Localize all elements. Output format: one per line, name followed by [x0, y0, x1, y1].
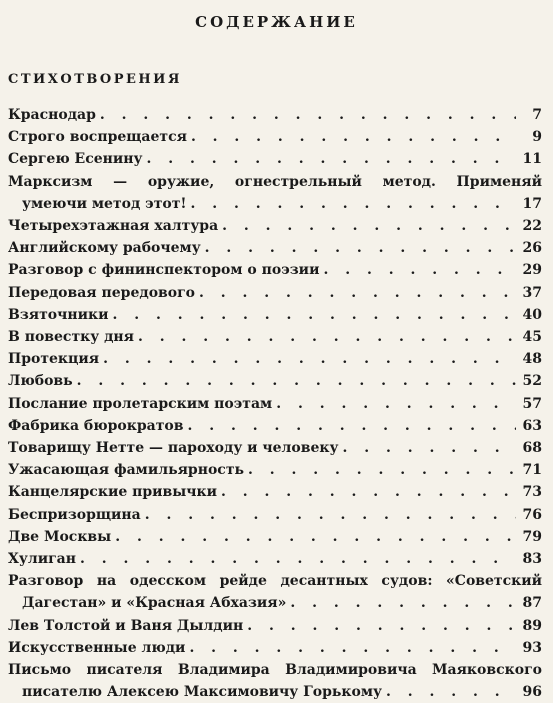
toc-entry-title: Краснодар: [8, 107, 96, 123]
toc-entry: [8, 393, 542, 415]
toc-entry: [8, 481, 542, 503]
toc-entry-page: 29: [522, 262, 542, 279]
toc-entry: [8, 304, 542, 326]
toc-entry-title: Взяточники: [8, 306, 109, 323]
dot-leader: [77, 370, 516, 392]
toc-entry-title: Строго воспрещается: [8, 129, 187, 146]
toc-entry-page: 89: [522, 617, 542, 634]
dot-leader: [115, 526, 516, 548]
toc-entry-page: 63: [522, 417, 542, 434]
toc-entry: [8, 526, 542, 548]
toc-entry-page: 52: [522, 373, 542, 390]
toc-entry-title-line2: Дагестан» и «Красная Абхазия»: [22, 595, 287, 612]
toc-entry-title: Лев Толстой и Ваня Дылдин: [8, 617, 244, 634]
toc-entry-page: 22: [522, 218, 542, 235]
toc-entry-page: 96: [522, 684, 542, 701]
toc-entry-page: 7: [532, 107, 542, 123]
toc-entry: [8, 637, 542, 659]
dot-leader: [103, 348, 516, 370]
toc-entry: [8, 282, 542, 304]
toc-entry: [8, 659, 542, 703]
toc-entry: [8, 348, 542, 370]
toc-entry-title-line2: умеючи метод этот!: [22, 195, 187, 212]
toc-entry: [8, 570, 542, 614]
dot-leader: [290, 592, 516, 614]
toc-entry: [8, 148, 542, 170]
toc-entry-title-line1: Письмо писателя Владимира Владимировича Маяковского: [8, 662, 542, 679]
toc-entry-page: 17: [522, 195, 542, 212]
toc-entry-page: 73: [522, 484, 542, 501]
toc-entry-page: 26: [522, 240, 542, 257]
toc-entry: [8, 126, 542, 148]
toc-entry-title: Две Москвы: [8, 528, 112, 545]
dot-leader: [222, 215, 516, 237]
toc-entry-page: 68: [522, 440, 542, 457]
toc-entry-title: Хулиган: [8, 551, 76, 568]
toc-entry: [8, 259, 542, 281]
dot-leader: [205, 237, 516, 259]
dot-leader: [276, 393, 516, 415]
toc-entry-title: Канцелярские привычки: [8, 484, 218, 501]
toc-entry: [8, 171, 542, 215]
toc-entry-title: Протекция: [8, 351, 100, 368]
toc-entry-title: Четырехэтажная халтура: [8, 218, 219, 235]
page-title: СОДЕРЖАНИЕ: [195, 13, 358, 31]
toc-entry-title: Ужасающая фамильярность: [8, 462, 244, 479]
dot-leader: [145, 504, 516, 526]
toc-entry: [8, 104, 542, 126]
toc-entry-title: Искусственные люди: [8, 639, 186, 656]
dot-leader: [248, 459, 516, 481]
toc-entry-title: Английскому рабочему: [8, 240, 201, 257]
toc-entry: [8, 326, 542, 348]
toc-entry-title: Любовь: [8, 373, 73, 390]
dot-leader: [100, 104, 516, 126]
dot-leader: [247, 615, 516, 637]
toc-entry-page: 87: [522, 595, 542, 612]
dot-leader: [187, 415, 516, 437]
toc-entry-page: 83: [522, 551, 542, 568]
toc-entry-title: Беспризорщина: [8, 506, 141, 523]
dot-leader: [199, 282, 516, 304]
toc-entry-page: 79: [522, 528, 542, 545]
dot-leader: [342, 437, 516, 459]
toc-entry: [8, 237, 542, 259]
toc-entry-page: 48: [522, 351, 542, 368]
toc-entry-title: Сергею Есенину: [8, 151, 143, 168]
toc-entry-page: 37: [522, 284, 542, 301]
dot-leader: [191, 193, 516, 215]
dot-leader: [323, 259, 516, 281]
toc-entry: [8, 615, 542, 637]
dot-leader: [191, 126, 516, 148]
toc-entry-title: Разговор с фининспектором о поэзии: [8, 262, 320, 279]
toc-entry-title: Товарищу Нетте — пароходу и человеку: [8, 440, 339, 457]
toc-entry-title: Послание пролетарским поэтам: [8, 395, 273, 412]
toc-entry: [8, 437, 542, 459]
toc-entry-page: 71: [522, 462, 542, 479]
dot-leader: [189, 637, 516, 659]
toc-entry-page: 57: [522, 395, 542, 412]
toc-entry-title: Фабрика бюрократов: [8, 417, 184, 434]
toc-entry-page: 45: [522, 329, 542, 346]
toc-entry-page: 40: [522, 306, 542, 323]
dot-leader: [138, 326, 516, 348]
toc-entry: [8, 459, 542, 481]
toc-entry-page: 11: [522, 151, 542, 168]
toc-entry-page: 93: [522, 639, 542, 656]
toc-entry: [8, 415, 542, 437]
toc-entry-title-line2: писателю Алексею Максимовичу Горькому: [22, 684, 383, 701]
toc-entry-title-line1: Марксизм — оружие, огнестрельный метод. Применяй: [8, 173, 542, 190]
toc-entry-page: 76: [522, 506, 542, 523]
toc-entry-page: 9: [532, 129, 542, 146]
toc-entry: [8, 215, 542, 237]
dot-leader: [147, 148, 517, 170]
toc-entry-title: Передовая передового: [8, 284, 196, 301]
table-of-contents: [8, 104, 542, 703]
toc-entry: [8, 370, 542, 392]
dot-leader: [221, 481, 516, 503]
toc-entry-title-line1: Разговор на одесском рейде десантных судов: «Советский: [8, 573, 542, 590]
toc-entry: [8, 504, 542, 526]
section-heading: СТИХОТВОРЕНИЯ: [8, 72, 182, 87]
dot-leader: [80, 548, 516, 570]
toc-entry: [8, 548, 542, 570]
dot-leader: [113, 304, 517, 326]
toc-entry-title: В повестку дня: [8, 329, 134, 346]
